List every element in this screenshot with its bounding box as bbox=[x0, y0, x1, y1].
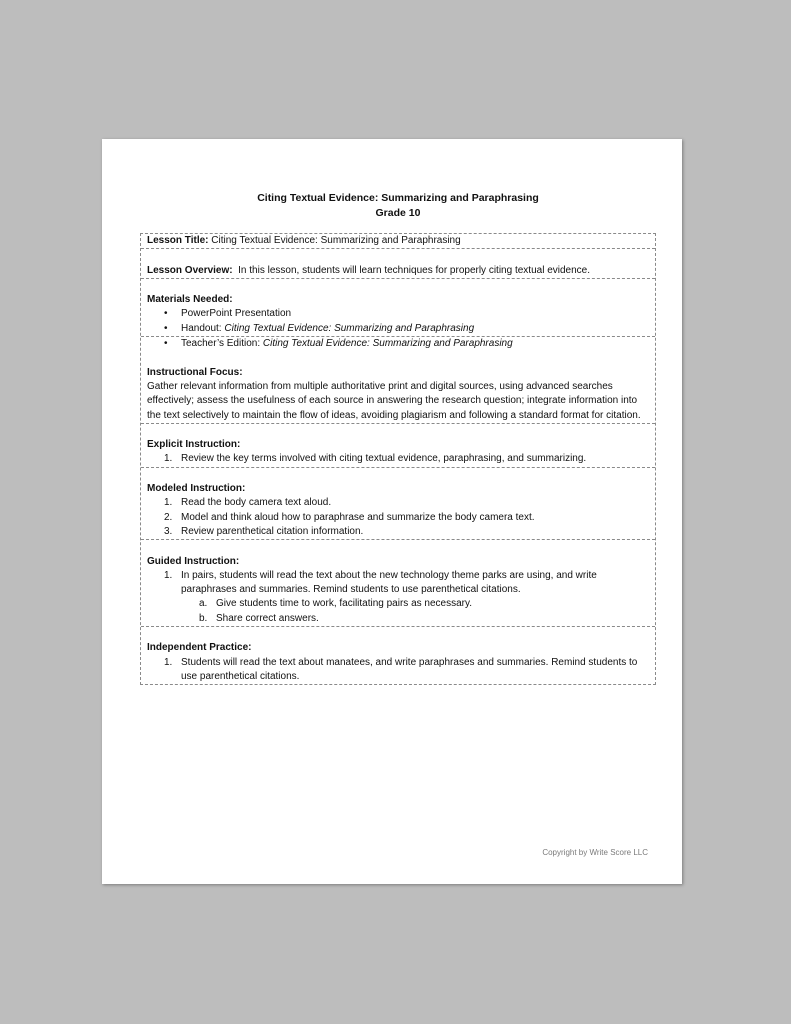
explicit-instruction-label: Explicit Instruction: bbox=[147, 439, 241, 451]
lesson-overview-label: Lesson Overview: bbox=[147, 264, 233, 276]
list-item: 2. Model and think aloud how to paraphrase and summarize the body camera text. bbox=[164, 511, 535, 523]
lesson-overview-value: In this lesson, students will learn techniques for properly citing textual evidence. bbox=[238, 264, 591, 276]
lesson-title-label: Lesson Title: bbox=[147, 235, 209, 246]
list-item: 3. Review parenthetical citation information. bbox=[164, 525, 364, 537]
materials-section-continued bbox=[141, 337, 655, 424]
list-item: 1. Read the body camera text aloud. bbox=[164, 497, 332, 509]
modeled-instruction-label: Modeled Instruction: bbox=[147, 483, 246, 495]
independent-practice-section bbox=[141, 627, 655, 684]
materials-item: • PowerPoint Presentation bbox=[147, 307, 649, 321]
lesson-overview-section bbox=[141, 249, 655, 279]
document-title bbox=[102, 191, 694, 220]
sub-list-item: a. Give students time to work, facilitating pairs as necessary. bbox=[199, 598, 473, 610]
materials-section bbox=[141, 279, 655, 337]
list-item: 1. Students will read the text about manatees, and write paraphrases and summaries. Remind students to use parenthetical citations. bbox=[164, 656, 638, 682]
guided-instruction-label: Guided Instruction: bbox=[147, 555, 240, 567]
list-item: 1. In pairs, students will read the text about the new technology theme parks are using, and write paraphrases and summaries. Remind students to use parenthetical citations. bbox=[164, 569, 597, 596]
independent-practice-label: Independent Practice: bbox=[147, 642, 252, 654]
instructional-focus-label: Instructional Focus: bbox=[147, 366, 243, 378]
materials-label: Materials Needed: bbox=[147, 294, 233, 306]
modeled-instruction-section bbox=[141, 468, 655, 540]
copyright-notice: Copyright by Write Score LLC bbox=[542, 848, 648, 857]
list-item: 1. Review the key terms involved with citing textual evidence, paraphrasing, and summarizing. bbox=[164, 453, 587, 465]
grade-line: Grade 10 bbox=[375, 206, 421, 219]
instructional-focus-text: Gather relevant information from multiple authoritative print and digital sources, using advanced searches effectively; assess the usefulness of each source in answering the research question; integrate information into the text selectively to maintain the flow of ideas, avoiding plagiarism and following a standard format for citation. bbox=[147, 380, 641, 421]
guided-instruction-section bbox=[141, 540, 655, 627]
lesson-plan-table bbox=[140, 233, 656, 685]
materials-item: • Handout: Citing Textual Evidence: Summarizing and Paraphrasing bbox=[147, 322, 649, 336]
document-page bbox=[102, 139, 682, 884]
sub-list-item: b. Share correct answers. bbox=[199, 612, 319, 624]
materials-item: • Teacher’s Edition: Citing Textual Evidence: Summarizing and Paraphrasing bbox=[147, 337, 649, 351]
explicit-instruction-section bbox=[141, 424, 655, 468]
lesson-title-section bbox=[141, 234, 655, 249]
lesson-title-value: Citing Textual Evidence: Summarizing and Paraphrasing bbox=[211, 235, 461, 246]
title-line: Citing Textual Evidence: Summarizing and Paraphrasing bbox=[257, 192, 539, 204]
